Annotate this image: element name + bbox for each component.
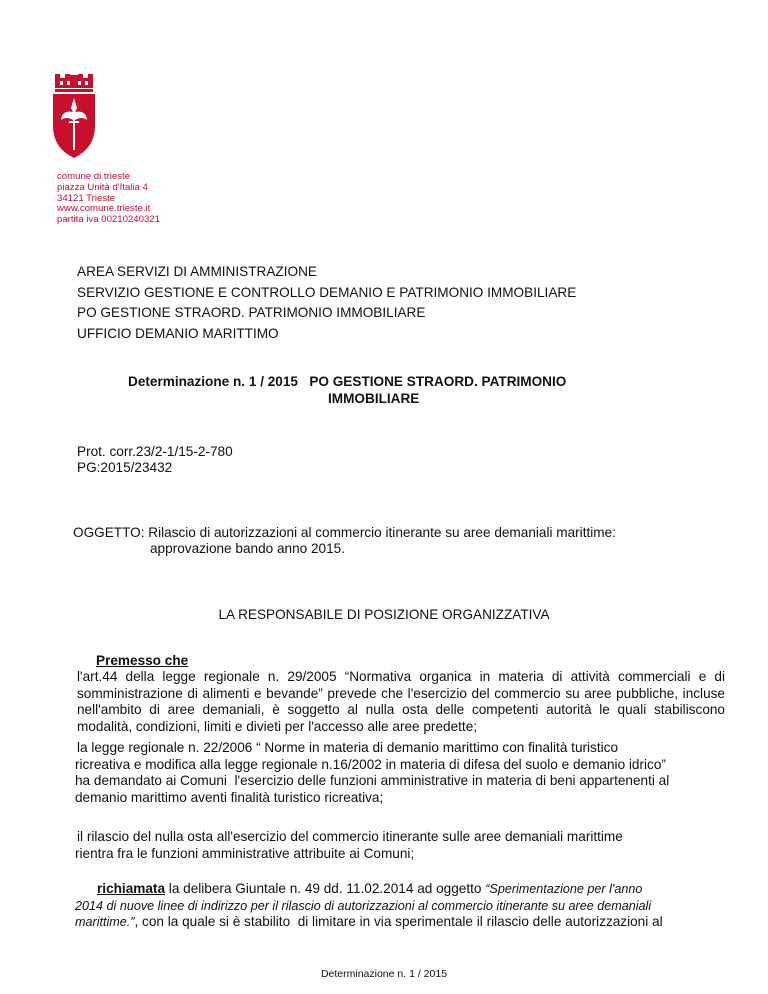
paragraph-line: il rilascio del nulla osta all'esercizio del commercio itinerante sulle aree demaniali marittime xyxy=(77,829,623,844)
department-header xyxy=(77,262,576,344)
paragraph-line xyxy=(97,881,725,898)
subject-line-1: OGGETTO: Rilascio di autorizzazioni al commercio itinerante su aree demaniali marittime: xyxy=(73,525,616,540)
address-line: 34121 Trieste xyxy=(57,192,116,204)
paragraph xyxy=(77,829,725,862)
city-crest-logo xyxy=(52,74,96,158)
paragraph-line: ricreativa e modifica alla legge regionale n.16/2002 in materia di difesa del suolo e demanio idrico” xyxy=(75,756,666,772)
header-line: PO GESTIONE STRAORD. PATRIMONIO IMMOBILIARE xyxy=(77,305,426,320)
paragraph-line xyxy=(75,914,725,931)
address-line: piazza Unità d'Italia 4 xyxy=(57,181,148,193)
address-block xyxy=(57,172,160,226)
section-heading: LA RESPONSABILE DI POSIZIONE ORGANIZZATIVA xyxy=(218,607,550,622)
address-line: comune di trieste xyxy=(57,171,131,182)
paragraph-line: demanio marittimo aventi finalità turistico ricreativa; xyxy=(75,789,384,805)
paragraph xyxy=(77,740,725,806)
paragraph-italic: “Sperimentazione per l'anno xyxy=(485,882,643,896)
header-line: SERVIZIO GESTIONE E CONTROLLO DEMANIO E PATRIMONIO IMMOBILIARE xyxy=(77,284,577,300)
subject-line-2: approvazione bando anno 2015. xyxy=(150,541,346,556)
protocol-block xyxy=(77,444,233,475)
paragraph xyxy=(77,881,725,931)
determinazione-line-1: Determinazione n. 1 / 2015 PO GESTIONE STRAORD. PATRIMONIO xyxy=(128,374,567,389)
paragraph xyxy=(77,669,725,735)
address-line: www.comune.trieste.it xyxy=(57,203,151,215)
pg-number: PG:2015/23432 xyxy=(77,459,173,475)
paragraph-line: la legge regionale n. 22/2006 “ Norme in materia di demanio marittimo con finalità turistico xyxy=(77,740,619,755)
protocol-number: Prot. corr.23/2-1/15-2-780 xyxy=(77,444,233,459)
subject-block xyxy=(73,525,616,557)
header-line: AREA SERVIZI DI AMMINISTRAZIONE xyxy=(77,264,317,279)
paragraph-italic: 2014 di nuove linee di indirizzo per il rilascio di autorizzazioni al commercio itinerante su aree demaniali xyxy=(75,898,652,913)
paragraph-line xyxy=(75,898,725,915)
determinazione-title xyxy=(128,374,688,407)
address-line: partita iva 00210240321 xyxy=(57,214,160,226)
paragraph-text: la delibera Giuntale n. 49 dd. 11.02.2014 ad oggetto xyxy=(165,881,486,896)
paragraph-text: l'art.44 della legge regionale n. 29/2005 “Normativa organica in materia di attività commerciali e di somministrazione di alimenti e bevande” prevede che l'esercizio del commercio su aree pubbliche, incluse nell'ambito di aree demaniali, è soggetto al nulla osta delle competenti autorità le quali stabiliscono modalità, condizioni, limiti e divieti per l'accesso alle aree predette; xyxy=(77,669,725,734)
determinazione-line-2: IMMOBILIARE xyxy=(328,390,420,406)
paragraph-line: ha demandato ai Comuni l'esercizio delle funzioni amministrative in materia di beni appartenenti al xyxy=(75,773,670,789)
paragraph-line: rientra fra le funzioni amministrative attribuite ai Comuni; xyxy=(75,845,415,861)
paragraph-text: , con la quale si è stabilito di limitare in via sperimentale il rilascio delle autorizzazioni al xyxy=(134,914,663,930)
premesso-heading: Premesso che xyxy=(96,653,189,668)
keyword-richiamata: richiamata xyxy=(97,881,166,896)
paragraph-italic: marittime.” xyxy=(75,915,135,930)
header-line: UFFICIO DEMANIO MARITTIMO xyxy=(77,325,279,341)
page-footer: Determinazione n. 1 / 2015 xyxy=(320,968,448,980)
